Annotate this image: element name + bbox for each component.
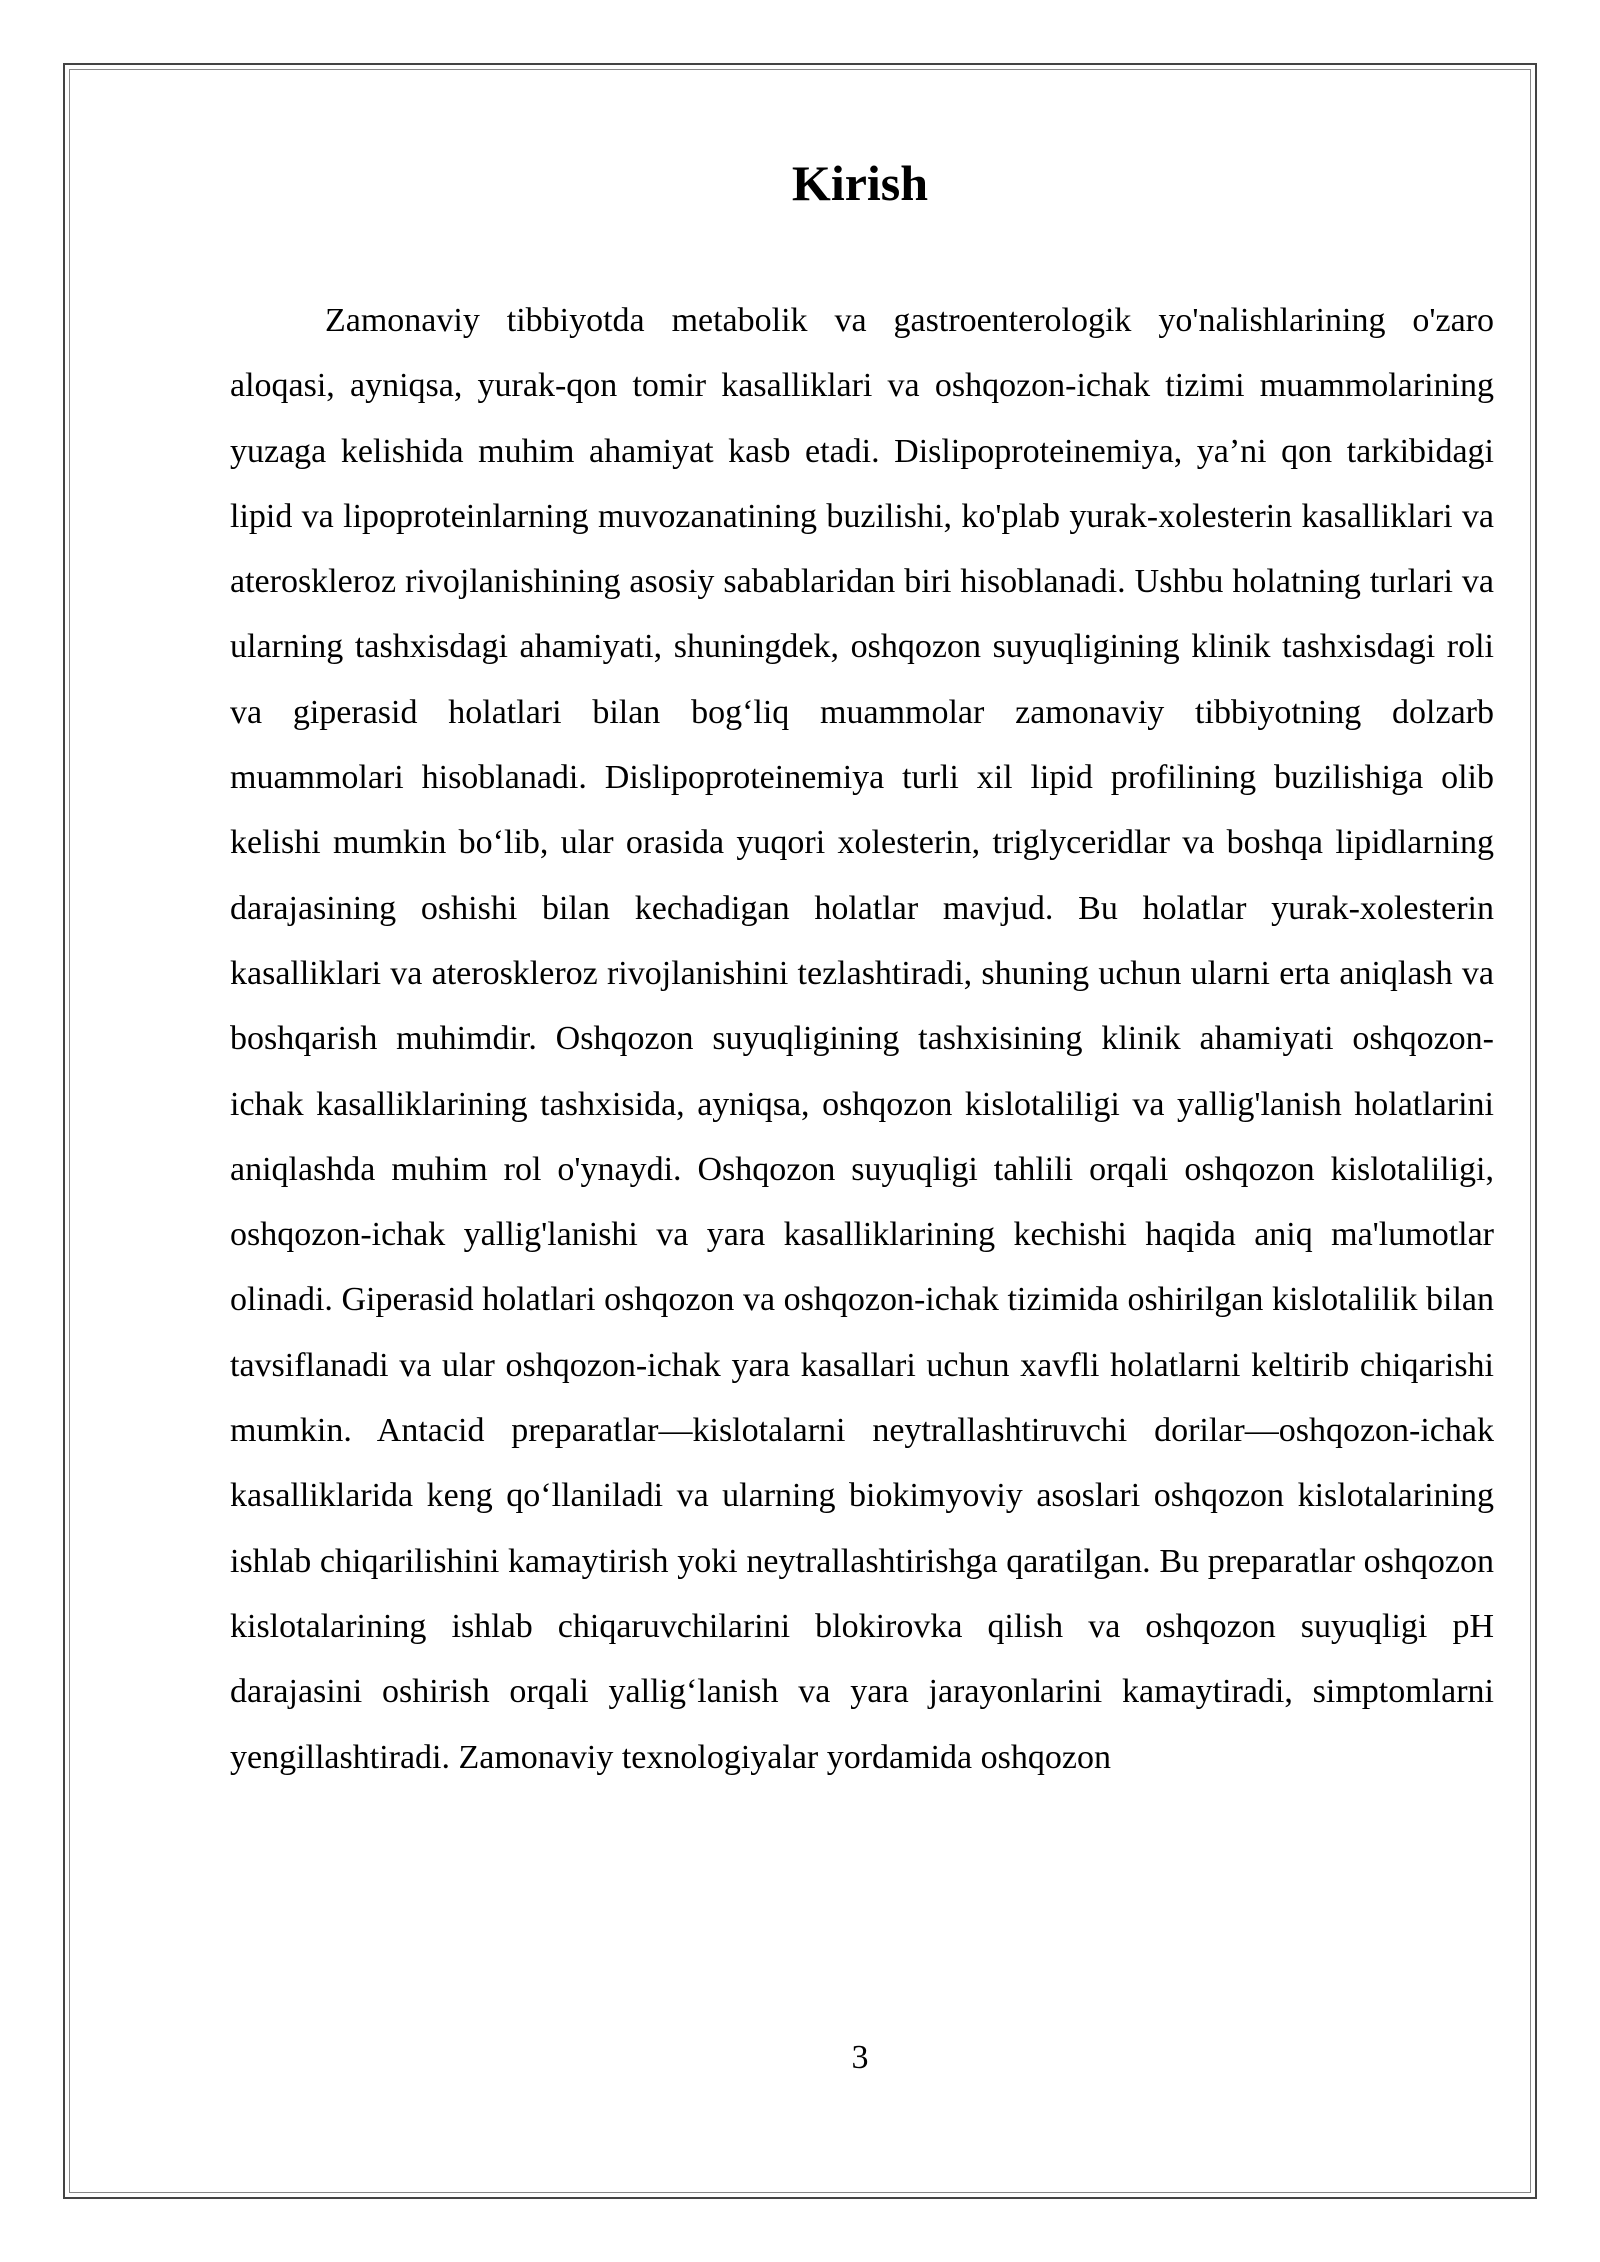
- body-paragraph: Zamonaviy tibbiyotda metabolik va gastroenterologik yo'nalishlarining o'zaro aloqasi, ayniqsa, yurak-qon tomir kasalliklari va oshqozon-ichak tizimi muammolarining yuzaga kelishida muhim ahamiyat kasb etadi. Dislipoproteinemiya, ya’ni qon tarkibidagi lipid va lipoproteinlarning muvozanatining buzilishi, ko'plab yurak-xolesterin kasalliklari va ateroskleroz rivojlanishining asosiy sabablaridan biri hisoblanadi. Ushbu holatning turlari va ularning tashxisdagi ahamiyati, shuningdek, oshqozon suyuqligining klinik tashxisdagi roli va giperasid holatlari bilan bog‘liq muammolar zamonaviy tibbiyotning dolzarb muammolari hisoblanadi. Dislipoproteinemiya turli xil lipid profilining buzilishiga olib kelishi mumkin bo‘lib, ular orasida yuqori xolesterin, triglyceridlar va boshqa lipidlarning darajasining oshishi bilan kechadigan holatlar mavjud. Bu holatlar yurak-xolesterin kasalliklari va ateroskleroz rivojlanishini tezlashtiradi, shuning uchun ularni erta aniqlash va boshqarish muhimdir. Oshqozon suyuqligining tashxisining klinik ahamiyati oshqozon-ichak kasalliklarining tashxisida, ayniqsa, oshqozon kislotaliligi va yallig'lanish holatlarini aniqlashda muhim rol o'ynaydi. Oshqozon suyuqligi tahlili orqali oshqozon kislotaliligi, oshqozon-ichak yallig'lanishi va yara kasalliklarining kechishi haqida aniq ma'lumotlar olinadi. Giperasid holatlari oshqozon va oshqozon-ichak tizimida oshirilgan kislotalilik bilan tavsiflanadi va ular oshqozon-ichak yara kasallari uchun xavfli holatlarni keltirib chiqarishi mumkin. Antacid preparatlar—kislotalarni neytrallashtiruvchi dorilar—oshqozon-ichak kasalliklarida keng qo‘llaniladi va ularning biokimyoviy asoslari oshqozon kislotalarining ishlab chiqarilishini kamaytirish yoki neytrallashtirishga qaratilgan. Bu preparatlar oshqozon kislotalarining ishlab chiqaruvchilarini blokirovka qilish va oshqozon suyuqligi pH darajasini oshirish orqali yallig‘lanish va yara jarayonlarini kamaytiradi, simptomlarni yengillashtiradi. Zamonaviy texnologiyalar yordamida oshqozon: [230, 302, 1494, 1776]
- page-title: Kirish: [791, 155, 929, 211]
- page-number: 3: [851, 2039, 869, 2076]
